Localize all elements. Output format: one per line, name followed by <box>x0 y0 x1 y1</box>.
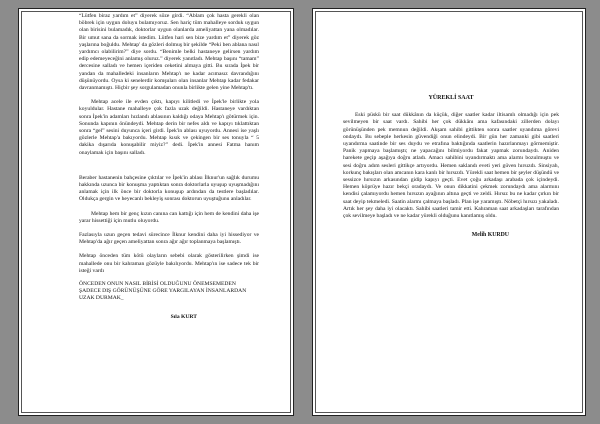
story-paragraph-4: Mehtap hem bir genç kızın canına can kattığı için hem de kendini daha işe yarar hissettiği için mutlu oluyordu. <box>79 210 259 224</box>
author-signature: Melih KURDU <box>471 232 509 239</box>
story-paragraph-5: Fazlasıyla uzun geçen tedavi sürecince İlknur kendini daha iyi hissediyor ve Mehtap'da ağır geçen ameliyattan sonra ağır ağır toplanmaya başlamıştı. <box>79 232 259 246</box>
story-paragraph-6: Mehtap önceden tüm kötü olayların sebebi olarak gösterilirken şimdi ise mahallede onu bir kahraman gözüyle bakılıyordu. Mehtap'ın ise sadece tek bir isteği vardı <box>79 253 259 274</box>
right-page <box>312 8 586 416</box>
story-paragraph-1: “Lütfen biraz yardım et” diyerek söze girdi. “Ablam çok hasta gerekli olan böbrek için uygun doluyu bulamıyoruz. Sen hariç tüm mahalleye sorduk uygun olan birisini bulamadık, doktorlar uygun olanlarda ameliyattan yana olmadılar. Bir umut sana da sormak istedim. Lütfen hari sen bize yardım et” diyerek göz yaşlarına boğuldu. Mehtap' da gözleri dolmuş bir şekilde “Peki ben ablana nasıl yardımcı olabilirim?” diye sordu. “Benimle belki hastaneye gelirsen yardım edip edemeyeceğini anlamış oluruz.” diyerek yanıtladı. Mehtap başını “tamam” dercesine salladı ve hemen içeriden ceketini almaya gitti. Bu sırada İpek bir yandan da mahalledeki insanların Mehtap'ı ne kadar acımasız davrandığını düşünüyordu. Oysa ki senelerdir komşuları olan insanlar Mehtap kadar fedakar davranmamıştı. Hiçbir şey sorgulamadan onunla birlikte gelen yine Mehtap'tı. <box>79 13 259 92</box>
story-paragraph: Eski püskü bir saat dükkânın da küçük, diğer saatler kadar iltisamlı olmadığı için pek sevilmeyen bir saat vardı. Sahibi her çok dükkânı ama kafasındaki zillerden dolayı görünüşünden pek memnun değildi. Akşam sahibi gittikten sonra saatler uyandıma görevi ondaydı. Bu sebeple herkesin güvendiği onun elindeydi. Bir gün her zamanki gibi saatleri uyandırma saatinde bir ses duydu ve etrafına baktığında saatlerin hazırlanmayı görmemiştir. Panik yapmaya başlamıştı; ne yapacağını bilmiyordu fakat yapmak zorundaydı. Aniden harekete geçip aşağıya doğru atladı. Amacı sahibini uyandırmaktı ama alarmı bozulmuştu ve sesi doğru adım sesleri gittikçe artıyordu. Hemen saklandı eveti yeri güven hırsızdı. Sinsiyah, korkunç bakışları olan amcanın kara kanlı bir hırsızdı. Yürekli saat hemen bir şeyler düşündü ve sessizce hırsızın arkasından gidip kapıyı geçti. Evet çoğu arkadaşı arabada çok içindeydi. Hemen köprüye hazır bekçi oradaydı. Ve onun dikkatini çekmek zorundaydı ama alarmını kendisi çalamıyordu hemen hırsızın ayağının altına geçti ve zeldi. Hırsız bu ne kadar çırkın bir saat deyip tekmeledi. Saatin alarmı çalmaya başladı. Plan işe yaramıştı. Nöbetçi hırsızı yakaladı. Artık her şey daha iyi olacaktı. Sahibi saatleri tamir etti. Kahraman saat arkadaşları tarafından çok sevilmeye başladı ve ne kadar yürekli olduğunu kanıtlamış oldu. <box>343 112 559 220</box>
author-signature: Sıla KURT <box>170 314 197 321</box>
closing-capitals: ÖNCEDEN ONUN NASIL BİRİSİ OLDUĞUNU ÖNEMSEMEDEN ŞADECE DIŞ GÖRÜNÜŞÜNE GÖRE YARGILAYAN İNSANLARDAN UZAK DURMAK_ <box>79 281 247 302</box>
story-paragraph-3: Beraber hastanenin bahçesine çıktılar ve İpek'in ablası İlknur'un sağlık durumu hakkında uzunca bir konuşma yaptıktan sonra doktorlarla uyuşup uyuşmadığını anlamak için ilk önce bir doktorla konuşup ardından da testlere başladılar. Oldukça gergin ve heyecanlı bekleyiş sonrası doktorun uyuştuğunu anladılar. <box>79 174 259 203</box>
story-text-column <box>343 95 559 239</box>
left-page <box>18 8 294 416</box>
story-text-column <box>79 13 259 321</box>
story-paragraph-2: Mehtap acele ile evden çıktı, kapıyı kilitledi ve İpek'le birlikte yola koyuldular. Hastane mahalleye çok fazla uzak değildi. Hastaneye vardıktan sonra İpek'in adamları hızlandı ablasının kaldığı odaya Mehtap'ı götürmek için. Sonunda kapının önündeydi. Mehtap derin bir nefes aldı ve kapıyı tıklattıktan sonra “gel” sesini duyunca içeri girdi. İpek'in ablası uyuyordu. Annesi ise yaşlı gözlerle Mehtap'a bakıyordu. Mehtap kısık ve çekingen bir ses tonuyla “ 5 dakika dışarıda konuşabilir miyiz?” dedi. İpek'in annesi Fatma hanım onaylamak için başını salladı. <box>79 99 259 156</box>
story-title: YÜREKLİ SAAT <box>428 95 474 101</box>
